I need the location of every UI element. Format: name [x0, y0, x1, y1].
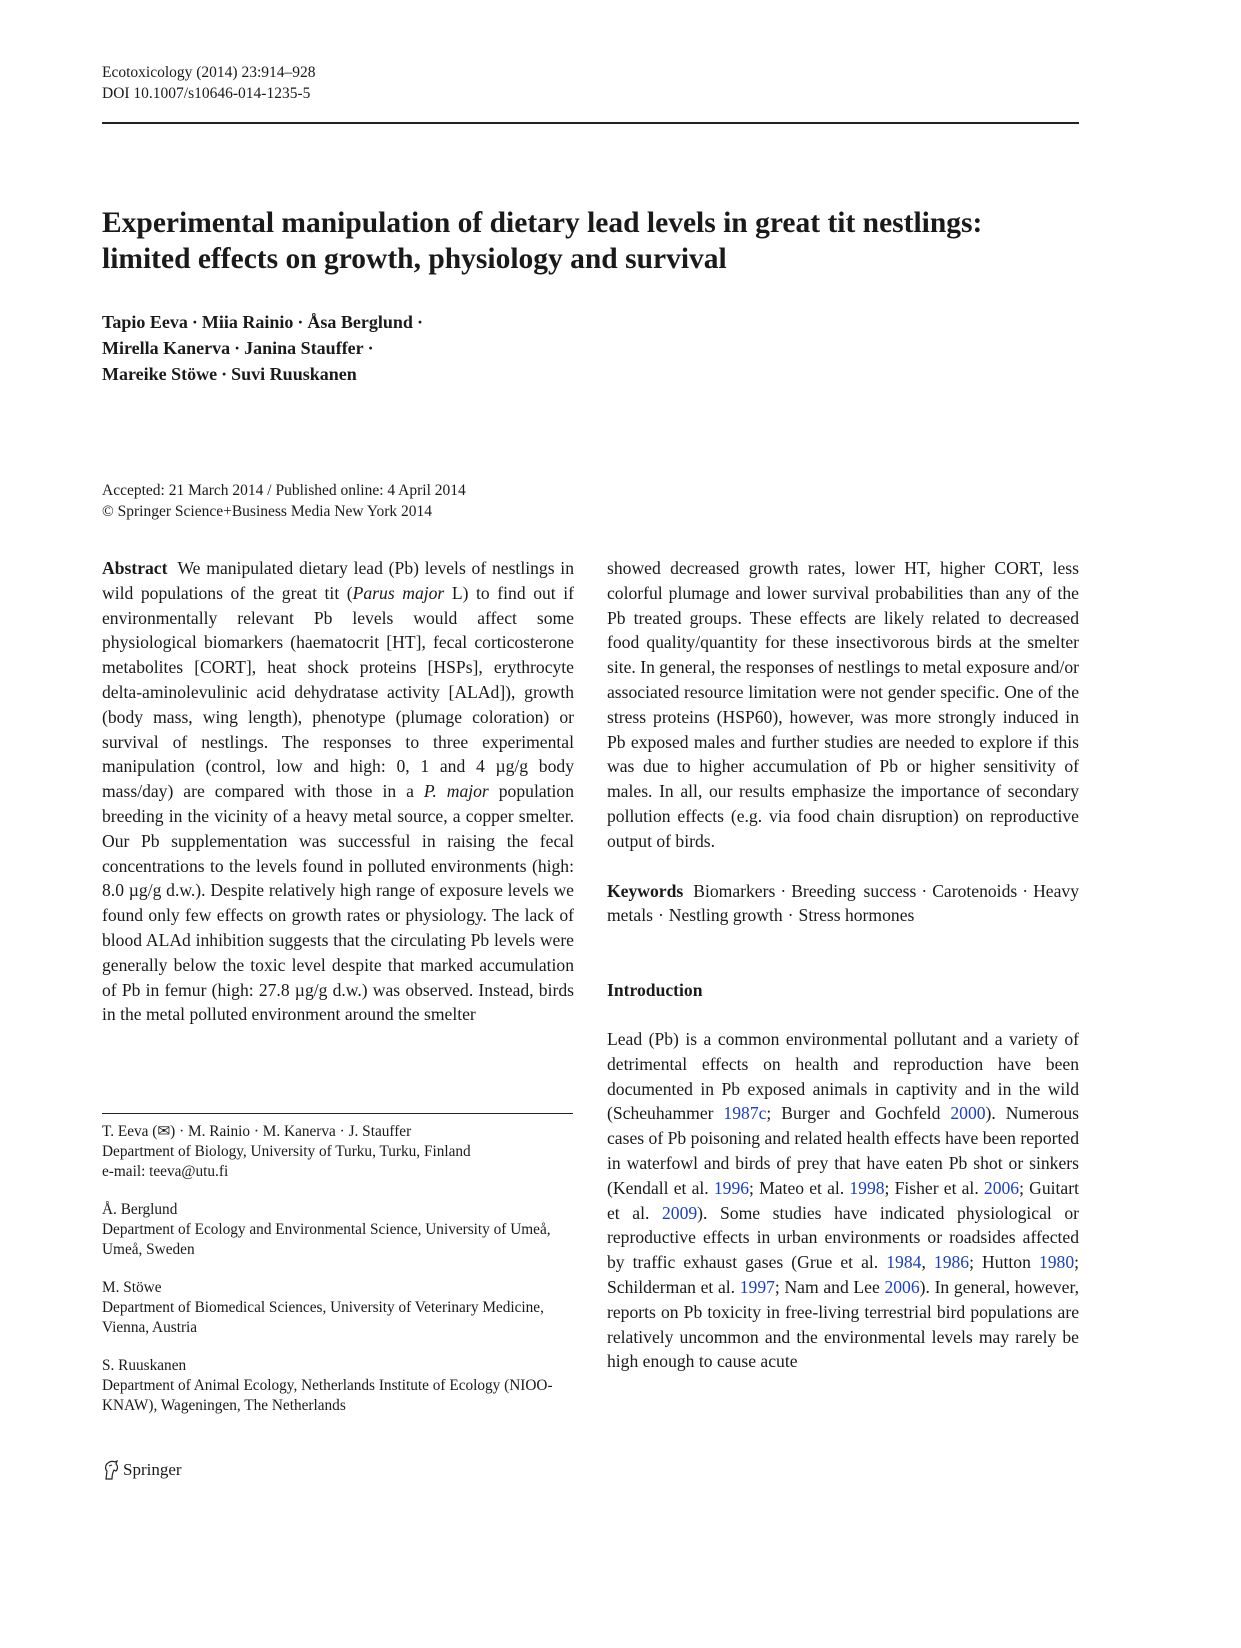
species-name: Parus major	[352, 582, 445, 603]
introduction-text	[607, 1027, 1079, 1374]
affiliation-dept: Department of Biomedical Sciences, University of Veterinary Medicine, Vienna, Austria	[102, 1299, 544, 1336]
affiliation-dept: Department of Ecology and Environmental Science, University of Umeå, Umeå, Sweden	[102, 1221, 551, 1258]
intro-text-segment: ; Burger and Gochfeld	[766, 1103, 951, 1124]
intro-text-segment: ; Nam and Lee	[774, 1276, 885, 1297]
citation-link[interactable]: 1996	[713, 1177, 750, 1198]
affiliation-4	[102, 1356, 574, 1416]
affiliation-names: M. Stöwe	[102, 1279, 162, 1296]
affiliation-rule	[102, 1113, 573, 1114]
right-column	[607, 556, 1079, 1374]
corresponding-email[interactable]: e-mail: teeva@utu.fi	[102, 1163, 229, 1180]
abstract-text-continued: showed decreased growth rates, lower HT, higher CORT, less colorful plumage and lower survival probabilities than any of the Pb treated groups. These effects are likely related to decreased food quality/quantity for these insectivorous birds at the smelter site. In general, the responses of nestlings to metal exposure and/or associated resource limitation were not gender specific. One of the stress proteins (HSP60), however, was more strongly induced in Pb exposed males and further studies are needed to explore if this was due to higher accumulation of Pb or higher sensitivity of males. In all, our results emphasize the importance of secondary pollution effects (e.g. via food chain disruption) on reproductive output of birds.	[607, 558, 1079, 851]
keyword: Stress hormones	[798, 905, 915, 926]
citation-link[interactable]: 2006	[884, 1276, 920, 1297]
author-separator: ·	[234, 338, 241, 358]
intro-text-segment: ; Guitart et al.	[607, 1177, 1079, 1223]
intro-text-segment: ). Numerous cases of Pb poisoning and related health effects have been reported in waterfowl and birds of prey that have eaten Pb shot or sinkers (Kendall et al.	[607, 1103, 1080, 1198]
author-separator: ·	[416, 312, 423, 332]
intro-text-segment: ,	[921, 1252, 934, 1273]
citation-link[interactable]: 2000	[950, 1103, 986, 1124]
author-name[interactable]: Mareike Stöwe	[102, 364, 218, 384]
abstract-text: Abstract We manipulated dietary lead (Pb) levels of nestlings in wild populations of the great tit (Parus major L) to find out if environmentally relevant Pb levels would affect some physiological biomarkers (haematocrit [HT], fecal corticosterone metabolites [CORT], heat shock proteins [HSPs], erythrocyte delta-aminolevulinic acid dehydratase activity [ALAd]), growth (body mass, wing length), phenotype (plumage coloration) or survival of nestlings. The responses to three experimental manipulation (control, low and high: 0, 1 and 4 µg/g body mass/day) are compared with those in a P. major population breeding in the vicinity of a heavy metal source, a copper smelter. Our Pb supplementation was successful in raising the fecal concentrations to the levels found in polluted environments (high: 8.0 µg/g d.w.). Despite relatively high range of exposure levels we found only few effects on growth rates or physiology. The lack of blood ALAd inhibition suggests that the circulating Pb levels were generally below the toxic level despite that marked accumulation of Pb in femur (high: 27.8 µg/g d.w.) was observed. Instead, birds in the metal polluted environment around the smelter	[102, 558, 575, 1025]
author-name[interactable]: Åsa Berglund	[307, 312, 413, 332]
intro-text-segment: ; Schilderman et al.	[607, 1252, 1080, 1297]
author-line-3	[102, 361, 427, 387]
journal-header	[102, 62, 316, 104]
publication-dates	[102, 480, 466, 522]
intro-text-segment: Lead (Pb) is a common environmental pollutant and a variety of detrimental effects on health and reproduction have been documented in Pb exposed animals in captivity and in the wild (Scheuhammer	[607, 1028, 1079, 1124]
copyright: © Springer Science+Business Media New York 2014	[102, 503, 433, 520]
publisher-footer	[102, 1459, 182, 1481]
author-name[interactable]: Tapio Eeva	[102, 312, 188, 332]
affiliation-3	[102, 1278, 574, 1338]
springer-horse-icon	[102, 1459, 120, 1481]
citation-link[interactable]: 2009	[661, 1202, 698, 1223]
section-heading-introduction: Introduction	[607, 980, 703, 1001]
header-rule	[102, 122, 1079, 124]
abstract-left-column	[102, 556, 574, 1027]
intro-text-segment: ). Some studies have indicated physiological or reproductive effects in urban environments or roadsides affected by traffic exhaust gases (Grue et al.	[607, 1202, 1080, 1273]
journal-citation: Ecotoxicology (2014) 23:914–928	[102, 64, 316, 81]
abstract-heading: Abstract	[102, 558, 168, 578]
keyword: Carotenoids	[932, 880, 1018, 901]
affiliation-dept: Department of Biology, University of Turku, Turku, Finland	[102, 1143, 471, 1160]
author-list	[102, 309, 427, 387]
citation-link[interactable]: 1980	[1038, 1252, 1075, 1273]
publisher-name: Springer	[123, 1460, 182, 1479]
citation-link[interactable]: 1984	[886, 1252, 922, 1273]
article-title: Experimental manipulation of dietary lead levels in great tit nestlings: limited effects on growth, physiology and survival	[102, 207, 983, 275]
keyword: Nestling growth	[668, 905, 783, 926]
intro-text-segment: ; Mateo et al.	[749, 1177, 850, 1198]
affiliation-names: Å. Berglund	[102, 1201, 178, 1218]
accepted-published: Accepted: 21 March 2014 / Published online: 4 April 2014	[102, 482, 466, 499]
author-name[interactable]: Miia Rainio	[201, 312, 294, 332]
intro-text-segment: ; Fisher et al.	[884, 1177, 984, 1198]
keywords-heading: Keywords	[607, 880, 684, 901]
affiliation-names: S. Ruuskanen	[102, 1357, 187, 1374]
author-separator: ·	[191, 312, 198, 332]
citation-link[interactable]: 1986	[933, 1252, 970, 1273]
affiliation-1	[102, 1122, 574, 1182]
keywords: Keywords Biomarkers · Breeding success · Carotenoids · Heavy metals · Nestling growth · Stress hormones	[607, 880, 1079, 926]
keyword: Heavy metals	[607, 880, 1079, 926]
author-name[interactable]: Suvi Ruuskanen	[231, 364, 357, 384]
doi: DOI 10.1007/s10646-014-1235-5	[102, 85, 311, 102]
author-separator: ·	[367, 338, 374, 358]
affiliation-2	[102, 1200, 574, 1260]
keyword: Breeding success	[791, 880, 917, 901]
author-separator: ·	[221, 364, 228, 384]
species-name: P. major	[423, 781, 489, 802]
citation-link[interactable]: 1997	[739, 1276, 775, 1297]
author-line-1	[102, 309, 427, 335]
keyword: Biomarkers	[693, 880, 776, 901]
affiliation-names: T. Eeva (✉) · M. Rainio · M. Kanerva · J. Stauffer	[102, 1123, 412, 1140]
affiliation-dept: Department of Animal Ecology, Netherlands Institute of Ecology (NIOO-KNAW), Wageningen, The Netherlands	[102, 1377, 553, 1414]
affiliations	[102, 1122, 574, 1434]
author-separator: ·	[297, 312, 304, 332]
intro-text-segment: ). In general, however, reports on Pb toxicity in free-living terrestrial bird populations are relatively uncommon and the environmental levels may rarely be high enough to cause acute	[607, 1276, 1079, 1372]
author-line-2	[102, 335, 427, 361]
citation-link[interactable]: 1998	[849, 1177, 885, 1198]
intro-text-segment: ; Hutton	[969, 1252, 1039, 1273]
author-name[interactable]: Janina Stauffer	[244, 338, 364, 358]
citation-link[interactable]: 1987c	[723, 1103, 767, 1124]
citation-link[interactable]: 2006	[983, 1177, 1020, 1198]
author-name[interactable]: Mirella Kanerva	[102, 338, 231, 358]
